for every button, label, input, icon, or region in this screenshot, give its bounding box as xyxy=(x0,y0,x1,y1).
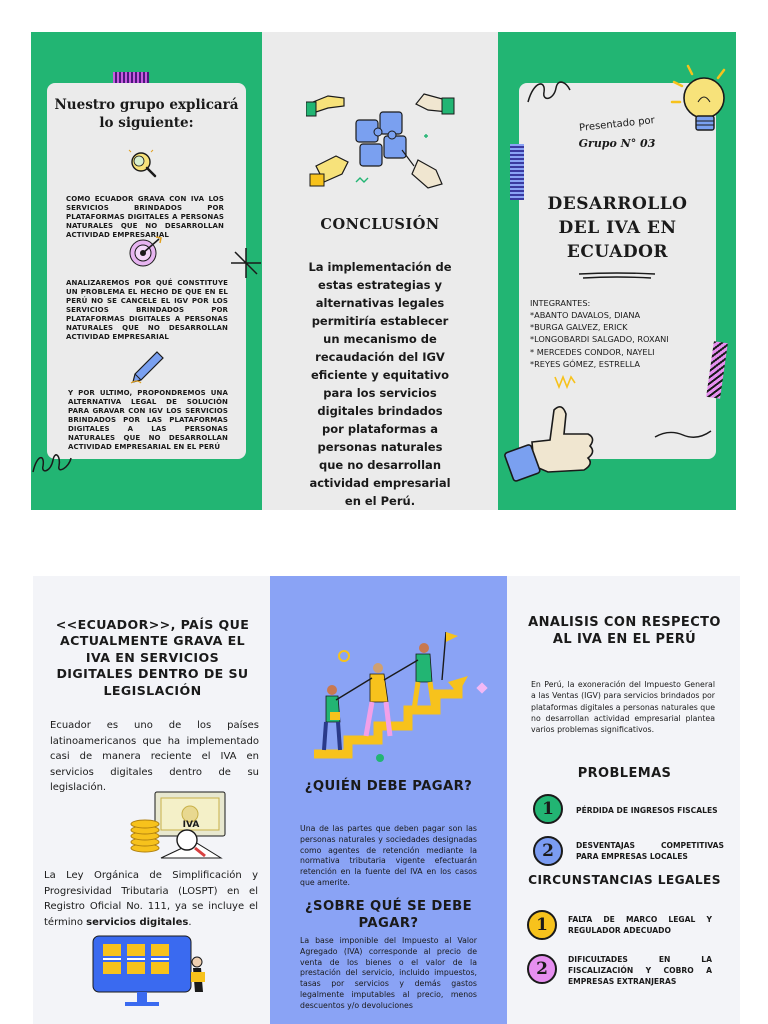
dashboard-illustration xyxy=(91,932,215,1008)
swirl-decoration xyxy=(31,444,79,478)
number-badge: 2 xyxy=(533,836,563,866)
member-name: * MERCEDES CONDOR, NAYELI xyxy=(530,346,655,357)
explain-point-1: COMO ECUADOR GRAVA CON IVA LOS SERVICIOS BRINDADOS POR PLATAFORMAS DIGITALES A PERSONAS NATURALES QUE NO DESARROLLAN ACTIVIDAD EMPRESARIAL xyxy=(66,195,224,239)
number-badge: 1 xyxy=(533,794,563,824)
highlight-term: servicios digitales xyxy=(86,916,189,928)
conclusion-panel xyxy=(262,32,498,510)
brochure-back xyxy=(33,576,740,1024)
ecuador-heading: <<ECUADOR>>, PAÍS QUE ACTUALMENTE GRAVA EL IVA EN SERVICIOS DIGITALES DENTRO DE SU LEGISLACIÓN xyxy=(55,617,250,698)
cover-panel xyxy=(498,32,736,510)
peru-analysis-panel xyxy=(507,576,740,1024)
ecuador-panel xyxy=(33,576,270,1024)
circumstance-item xyxy=(527,910,733,944)
squiggle-decoration xyxy=(553,373,579,391)
scribble-line xyxy=(653,427,713,443)
left-panel xyxy=(31,32,262,510)
problems-heading: PROBLEMAS xyxy=(577,766,672,781)
what-pays-heading: ¿SOBRE QUÉ SE DEBE PAGAR? xyxy=(305,899,472,931)
who-pays-heading: ¿QUIÉN DEBE PAGAR? xyxy=(304,779,473,794)
explain-point-2: ANALIZAREMOS POR QUÉ CONSTITUYE UN PROBLEMA EL HECHO DE QUE EN EL PERÚ NO SE CANCELE EL IGV POR LOS SERVICIOS BRINDADOS POR PLATAFORMAS DIGITALES A PERSONAS NATURALES QUE NO DESARROLLAN ACTIVIDAD EMPRESARIAL xyxy=(66,279,228,341)
payment-panel xyxy=(270,576,507,1024)
peru-analysis-intro: En Perú, la exoneración del Impuesto General a las Ventas (IGV) para servicios brindados por plataformas digitales a personas naturales que no desarrollan actividad empresarial plantea varios problemas significativos. xyxy=(531,680,715,735)
target-icon xyxy=(125,235,165,269)
circumstance-label: DIFICULTADES EN LA FISCALIZACIÓN Y COBRO A EMPRESAS EXTRANJERAS xyxy=(568,955,712,986)
number-badge: 2 xyxy=(527,954,557,984)
member-name: *REYES GÓMEZ, ESTRELLA xyxy=(530,358,640,369)
brochure-front xyxy=(31,32,736,510)
teamwork-climb-illustration xyxy=(308,630,492,762)
problem-label: DESVENTAJAS COMPETITIVAS PARA EMPRESAS LOCALES xyxy=(576,841,724,861)
who-pays-text: Una de las partes que deben pagar son las personas naturales y sociedades designadas como agentes de retención mediante la normativa tributaria vigente efectuarán retención en la fuente del IVA en los casos que amerite. xyxy=(300,824,477,887)
explain-heading: Nuestro grupo explicará lo siguiente: xyxy=(54,97,239,131)
iva-tag: IVA xyxy=(182,820,200,830)
circumstance-item xyxy=(527,952,733,996)
conclusion-heading: CONCLUSIÓN xyxy=(320,216,440,233)
explain-point-3: Y POR ULTIMO, PROPONDREMOS UNA ALTERNATIVA LEGAL DE SOLUCIÓN PARA GRAVAR CON IGV LOS SERVICIOS BRINDADOS POR LAS PLATAFORMAS DIGITALES A LAS PERSONAS NATURALES QUE NO DESARROLLAN ACTIVIDAD EMPRESARIAL EN EL PERÚ xyxy=(68,389,228,451)
loop-decoration xyxy=(526,74,574,108)
member-name: *ABANTO DAVALOS, DIANA xyxy=(530,310,641,320)
puzzle-hands-illustration xyxy=(306,90,456,194)
member-name: *LONGOBARDI SALGADO, ROXANI xyxy=(530,334,669,345)
sparkle-decoration xyxy=(229,246,263,280)
peru-analysis-heading: ANALISIS CON RESPECTO AL IVA EN EL PERÚ xyxy=(528,615,721,647)
cover-title: DESARROLLO DEL IVA EN ECUADOR xyxy=(547,194,688,262)
problem-item xyxy=(533,836,733,870)
member-name: *BURGA GALVEZ, ERICK xyxy=(530,322,628,333)
members-list xyxy=(530,309,716,370)
washi-tape-decoration xyxy=(510,144,524,200)
members-label: INTEGRANTES: xyxy=(530,298,591,308)
presented-by-label: Presentado por xyxy=(578,115,656,134)
circumstance-label: FALTA DE MARCO LEGAL Y REGULADOR ADECUADO xyxy=(568,915,712,935)
problem-label: PÉRDIDA DE INGRESOS FISCALES xyxy=(576,806,718,815)
magnifier-icon xyxy=(123,147,163,181)
lightbulb-icon xyxy=(668,62,734,142)
group-label: Grupo N° 03 xyxy=(578,137,656,150)
conclusion-text: La implementación de estas estrategias y alternativas legales permitiría establecer un mecanismo de recaudación del IGV eficiente y equitativo para los servicios digitales brindados por plataformas a personas naturales que no desarrollan actividad empresarial en el Perú. xyxy=(308,260,452,508)
explain-card xyxy=(47,83,246,459)
pencil-icon xyxy=(127,349,167,385)
what-pays-text: La base imponible del Impuesto al Valor Agregado (IVA) corresponde al precio de venta de los bienes o el valor de la prestación del servicio, incluido impuestos, tasas por servicios y demás gastos legalmente imputables al precio, menos descuentos y/o devoluciones xyxy=(300,936,477,1010)
ecuador-paragraph-2: La Ley Orgánica de Simplificación y Progresividad Tributaria (LOSPT) en el Registro Oficial No. 111, ya se incluye el término servicios digitales. xyxy=(44,870,258,928)
title-underline xyxy=(577,271,657,281)
ecuador-paragraph-1: Ecuador es uno de los países latinoamericanos que ha implementado casi de manera reciente el IVA en servicios digitales dentro de su legislación. xyxy=(50,720,259,793)
thumbs-up-icon xyxy=(502,392,602,492)
legal-circumstances-heading: CIRCUNSTANCIAS LEGALES xyxy=(528,873,721,887)
number-badge: 1 xyxy=(527,910,557,940)
problem-item xyxy=(533,794,733,828)
